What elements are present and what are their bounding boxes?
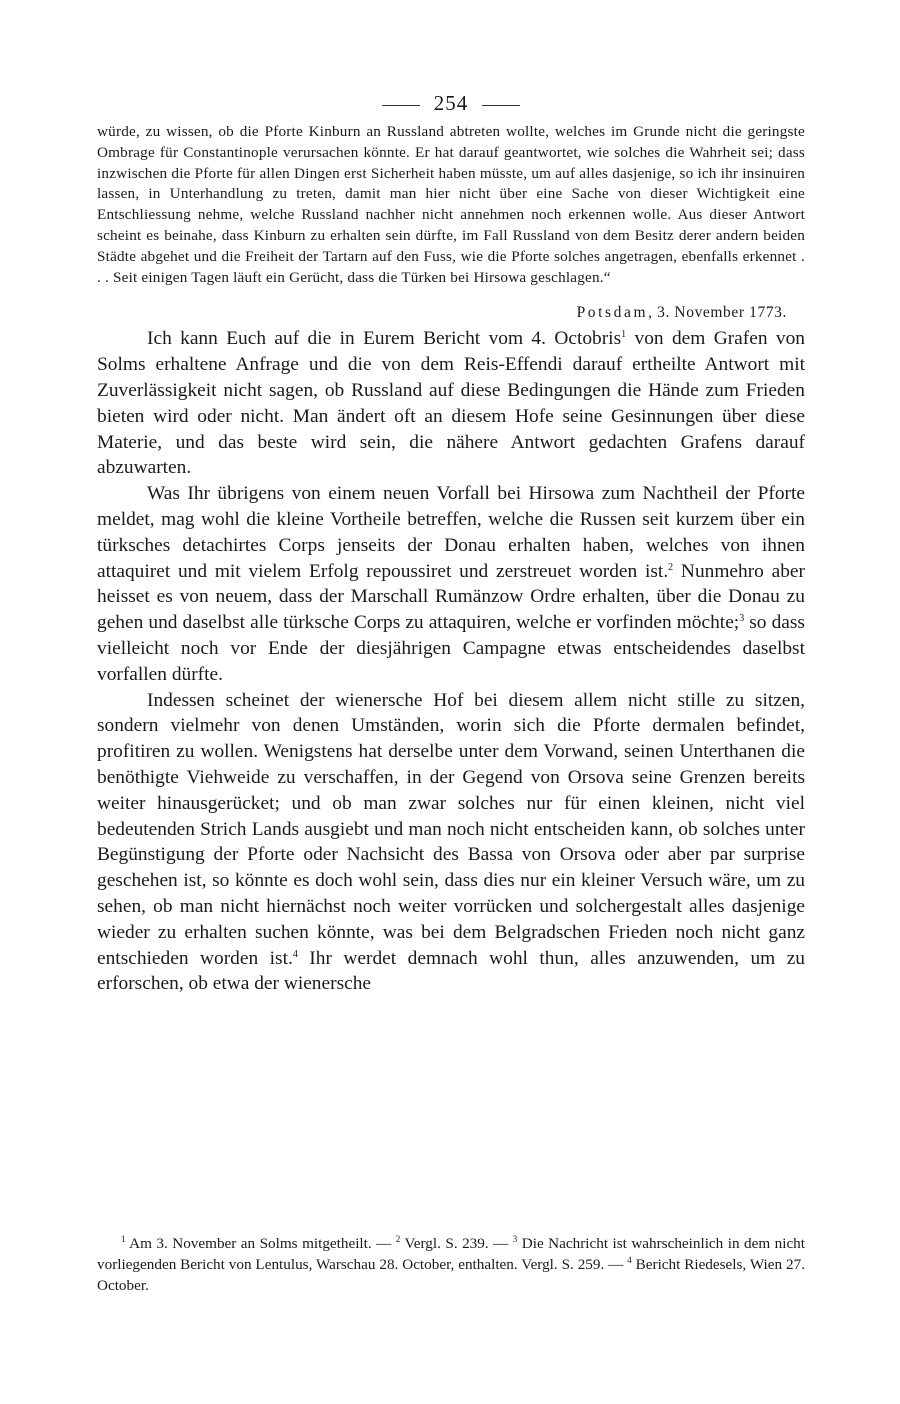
dateline-place: Potsdam <box>576 304 649 322</box>
page <box>97 84 805 997</box>
footnote-3: Die Nachricht ist wahrscheinlich in dem nicht vorliegenden Bericht von Lentulus, Warschau 28. October, enthalten. Vergl. S. 259. — <box>97 1235 805 1273</box>
footnote-marker-4: 4 <box>627 1255 632 1265</box>
quoted-report-text: würde, zu wissen, ob die Pforte Kinburn an Russland abtreten wollte, welches im Grunde nicht die geringste Ombrage für Constantinople verursachen könnte. Er hat darauf geantwortet, wie solches die Wahrheit sei; dass inzwischen die Pforte für allen Dingen erst Sicherheit haben müsste, um auf alles dasjenige, so ich ihr insinuiren lassen, in Unterhandlung zu treten, damit man hier nicht über eine Sache von dieser Wichtigkeit eine Entschliessung nehme, welche Russland nachher nicht annehmen noch erkennen wolle. Aus dieser Antwort scheint es beinahe, dass Kinburn zu erhalten sein dürfte, im Fall Russland von dem Besitz derer andern beiden Städte abgehet und die Freiheit der Tartarn auf den Fuss, wie die Pforte solches angetragen, ebenfalls erkennet . . . Seit einigen Tagen läuft ein Gerücht, dass die Türken bei Hirsowa geschlagen.“ <box>97 123 805 286</box>
paragraph-1 <box>97 326 805 481</box>
header-rule-right <box>482 105 520 106</box>
paragraph-2-text-c: so dass vielleicht noch vor Ende der diesjährigen Campagne etwas entscheidendes daselbst vorfallen dürfte. <box>97 612 805 685</box>
footnote-block <box>97 1233 805 1296</box>
paragraph-1-text-a: Ich kann Euch auf die in Eurem Bericht vom 4. Octobris <box>147 328 622 350</box>
quoted-report <box>97 122 805 288</box>
letter-body <box>97 326 805 997</box>
footnote-2: Vergl. S. 239. — <box>400 1235 513 1252</box>
footnote-marker-2: 2 <box>395 1234 401 1244</box>
paragraph-3-text-a: Indessen scheinet der wienersche Hof bei diesem allem nicht stille zu sitzen, sondern vielmehr von denen Umständen, worin sich die Pforte dermalen befindet, profitiren zu wollen. Wenigstens hat derselbe unter dem Vorwand, seinen Unterthanen die benöthigte Viehweide zu verschaffen, in der Gegend von Orsova seine Grenzen bereits weiter hinausgerücket; und ob man zwar solches nur für einen kleinen, nicht viel bedeutenden Strich Lands ausgiebt und man noch nicht entscheiden kann, ob solches unter Begünstigung der Pforte oder Nachsicht des Bassa von Orsova oder aber par surprise geschehen ist, so könnte es doch wohl sein, dass dies nur ein kleiner Versuch wäre, um zu sehen, ob man nicht hiernächst noch weiter vorrücken und solchergestalt alles dasjenige wieder zu erhalten suchen könnte, was bei dem Belgradschen Frieden noch nicht ganz entschieden worden ist. <box>97 689 805 969</box>
paragraph-3 <box>97 688 805 998</box>
footnote-ref-1: 1 <box>621 329 627 341</box>
footnote-1: Am 3. November an Solms mitgetheilt. — <box>125 1235 396 1252</box>
paragraph-2 <box>97 481 805 687</box>
footnote-ref-2: 2 <box>668 561 674 573</box>
paragraph-2-text-b: Nunmehro aber heisset es von neuem, dass der Marschall Rumänzow Ordre erhalten, über die Donau zu gehen und daselbst alle türksche Corps zu attaquiren, welche er vorfinden möchte; <box>97 560 805 634</box>
page-header <box>97 84 805 122</box>
footnote-ref-3: 3 <box>739 613 745 625</box>
paragraph-3-text-b: Ihr werdet demnach wohl thun, alles anzuwenden, um zu erforschen, ob etwa der wienersche <box>97 947 806 995</box>
dateline-date: , 3. November 1773. <box>648 304 787 322</box>
page-number: 254 <box>433 91 469 115</box>
dateline <box>97 304 787 322</box>
footnote-4: Bericht Riedesels, Wien 27. October. <box>97 1256 805 1294</box>
paragraph-1-text-b: von dem Grafen von Solms erhaltene Anfrage und die von dem Reis-Effendi darauf ertheilte Antwort mit Zuverlässigkeit nicht sagen, ob Russland auf diese Bedingungen die Hände zum Frieden bieten wird oder nicht. Man ändert oft an diesem Hofe seine Gesinnungen über diese Materie, und das beste wird sein, die nähere Antwort gedachten Grafens darauf abzuwarten. <box>97 328 806 479</box>
footnote-ref-4: 4 <box>292 948 298 960</box>
footnotes <box>97 1233 805 1296</box>
paragraph-2-text-a: Was Ihr übrigens von einem neuen Vorfall bei Hirsowa zum Nachtheil der Pforte meldet, mag wohl die kleine Vortheile betreffen, welche die Russen seit kurzem über ein türksches detachirtes Corps jenseits der Donau erhalten haben, welches von ihnen attaquiret und mit vielem Erfolg repoussiret und zerstreuet worden ist. <box>97 483 805 582</box>
footnote-marker-3: 3 <box>512 1234 518 1244</box>
header-rule-left <box>382 105 420 106</box>
footnote-marker-1: 1 <box>121 1234 126 1244</box>
